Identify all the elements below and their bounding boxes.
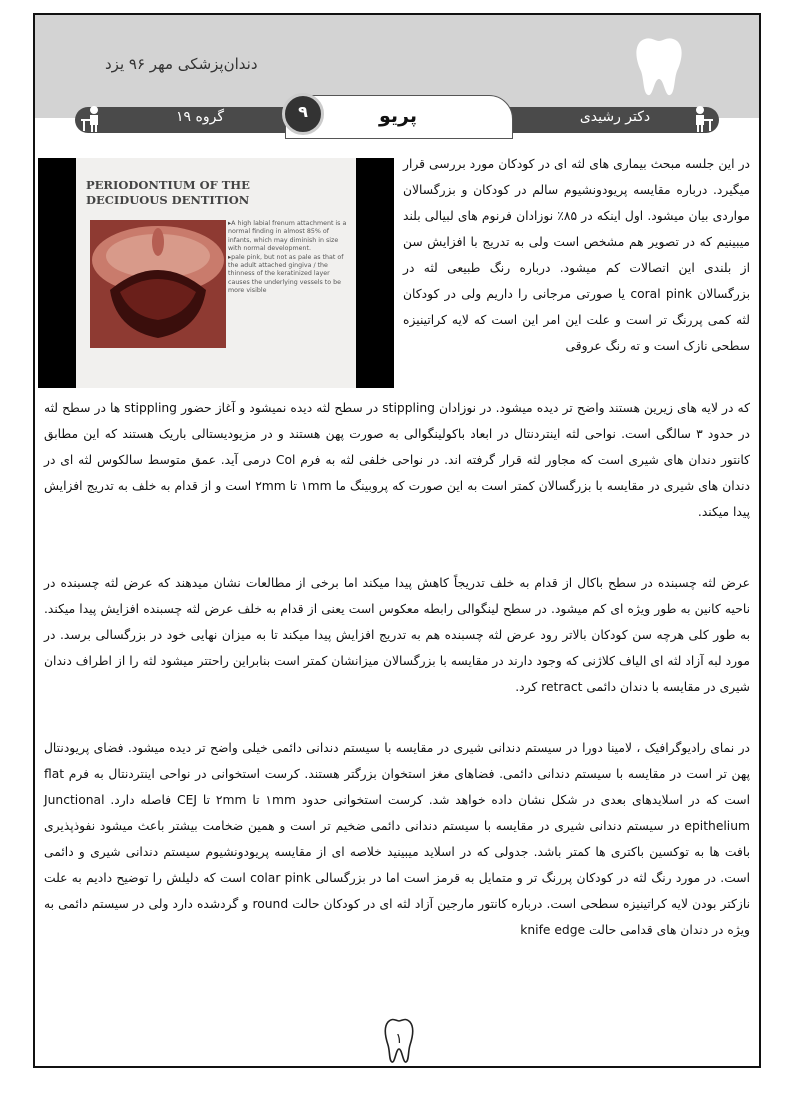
lecturer-name: دکتر رشیدی: [579, 109, 651, 125]
paragraph-radiographic: در نمای رادیوگرافیک ، لامینا دورا در سیستم دندانی شیری در مقایسه با سیستم دندانی دائمی خیلی واضح تر دیده میشود. فضای پریودنتال پهن تر است در مقایسه با سیستم دندانی دائمی. فضاهای مغز استخوان بزرگتر هستند. کرست استخوانی در نواحی اینتردنتال به فرم flat است که در اسلایدهای بعدی در شکل نشان داده خواهد شد. کرست استخوانی حدود ۱mm تا ۲mm تا CEJ فاصله دارد. Junctional epithelium در سیستم دندانی شیری در مقایسه با سیستم دندانی دائمی ضخیم تر است و همین ضخامت بیشتر باعث میشود نفوذپذیری بافت ها به توکسین باکتری ها کمتر باشد. جدولی که در اسلاید میبینید خلاصه ای از مقایسه پریودونشیوم سیستم دندانی شیری و دائمی است. در مورد رنگ لثه در کودکان پررنگ تر و متمایل به قرمز است اما در بزرگسالی colar pink است که دلیلش را توضیح دادیم به علت نازکتر بودن لایه کراتینیزه سطحی است. درباره کانتور مارجین آزاد لثه ای در کودکان حالت round و گردشده دارد ولی در سیستم دائمی به ویژه در دندان های قدامی حالت knife edge: [44, 741, 750, 937]
lesson-number: ۹: [298, 102, 308, 121]
subject-title: پریو: [379, 105, 417, 127]
page-number: ۱: [395, 1031, 403, 1047]
slide-bullet: ▸ pale pink, but not as pale as that of the adult attached gingiva / the thinness of the keratinized layer causes the underlying vessels to be more visible: [228, 254, 350, 296]
lecture-slide-image: [38, 158, 394, 388]
group-label: گروه ۱۹: [176, 109, 224, 125]
paragraph-intro-continued: که در لایه های زیرین هستند واضح تر دیده میشود. در نوزادان stippling در سطح لثه دیده نمیشود و آغاز حضور stippling ها در سطح لثه در حدود ۳ سالگی است. نواحی لثه اینتردنتال در ابعاد باکولینگوالی به صورت پهن هستند و در مزیودیستالی باریک هستند که این مطابق کانتور دندان های شیری است که مجاور لثه قرار گرفته اند. در نواحی خلفی لثه به فرم Col درمی آید. عمق متوسط سالکوس لثه ای در دندان های شیری در مقایسه با بزرگسالان کمتر است به این صورت که پروبینگ ما ۱mm تا ۲mm است و از قدام به خلف به تدریج افزایش پیدا میکند.: [44, 401, 750, 519]
paragraph-intro: در این جلسه مبحث بیماری های لثه ای در کودکان مورد بررسی قرار میگیرد. درباره مقایسه پریودونشیوم سالم در کودکان و بزرگسالان مواردی بیان میشود. اول اینکه در ۸۵٪ نوزادان فرنوم های لبیالی بلند میبینیم که در تصویر هم مشخص است ولی به تدریج با افزایش سن از بلندی این اتصالات کم میشود. درباره رنگ طبیعی لثه در بزرگسالان coral pink یا صورتی مرجانی را داریم ولی در کودکان لثه کمی پررنگ تر است و علت این امر این است که لایه کراتینیزه سطحی نازک است و ته رنگ عروقی: [403, 157, 750, 353]
teacher-desk-icon: [79, 105, 103, 133]
slide-bullet: ▸ A high labial frenum attachment is a normal finding in almost 85% of infants, which may diminish in size with normal development.: [228, 220, 350, 254]
paragraph-attached-gingiva: عرض لثه چسبنده در سطح باکال از قدام به خلف تدریجاً کاهش پیدا میکند اما برخی از مطالعات نشان میدهند که عرض لثه چسبنده در ناحیه کانین به طور ویژه ای کم میشود. در سطح لینگوالی رابطه معکوس است یعنی از قدام به خلف عرض لثه چسبنده افزایش پیدا میکند. به طور کلی هرچه سن کودکان بالاتر رود عرض لثه چسبنده هم به تدریج افزایش پیدا میکند تا به میزان نهایی خود در بزرگسالی برسد. در مورد لبه آزاد لثه ای الیاف کلاژنی که وجود دارند در مقایسه با بزرگسالان میزانشان کمتر است بنابراین راحتتر میشود لثه را از اطراف دندان شیری در مقایسه با دندان دائمی retract کرد.: [44, 576, 750, 694]
tooth-page-number-icon: [383, 1017, 415, 1063]
tooth-logo-icon: [633, 35, 685, 97]
page-frame: [33, 13, 761, 1068]
slide-content: [76, 158, 356, 388]
slide-title: PERIODONTIUM OF THE DECIDUOUS DENTITION: [86, 178, 250, 207]
school-label: دندان‌پزشکی مهر ۹۶ یزد: [105, 55, 258, 73]
infant-mouth-photo: [90, 220, 226, 348]
slide-bullets: [228, 220, 350, 296]
